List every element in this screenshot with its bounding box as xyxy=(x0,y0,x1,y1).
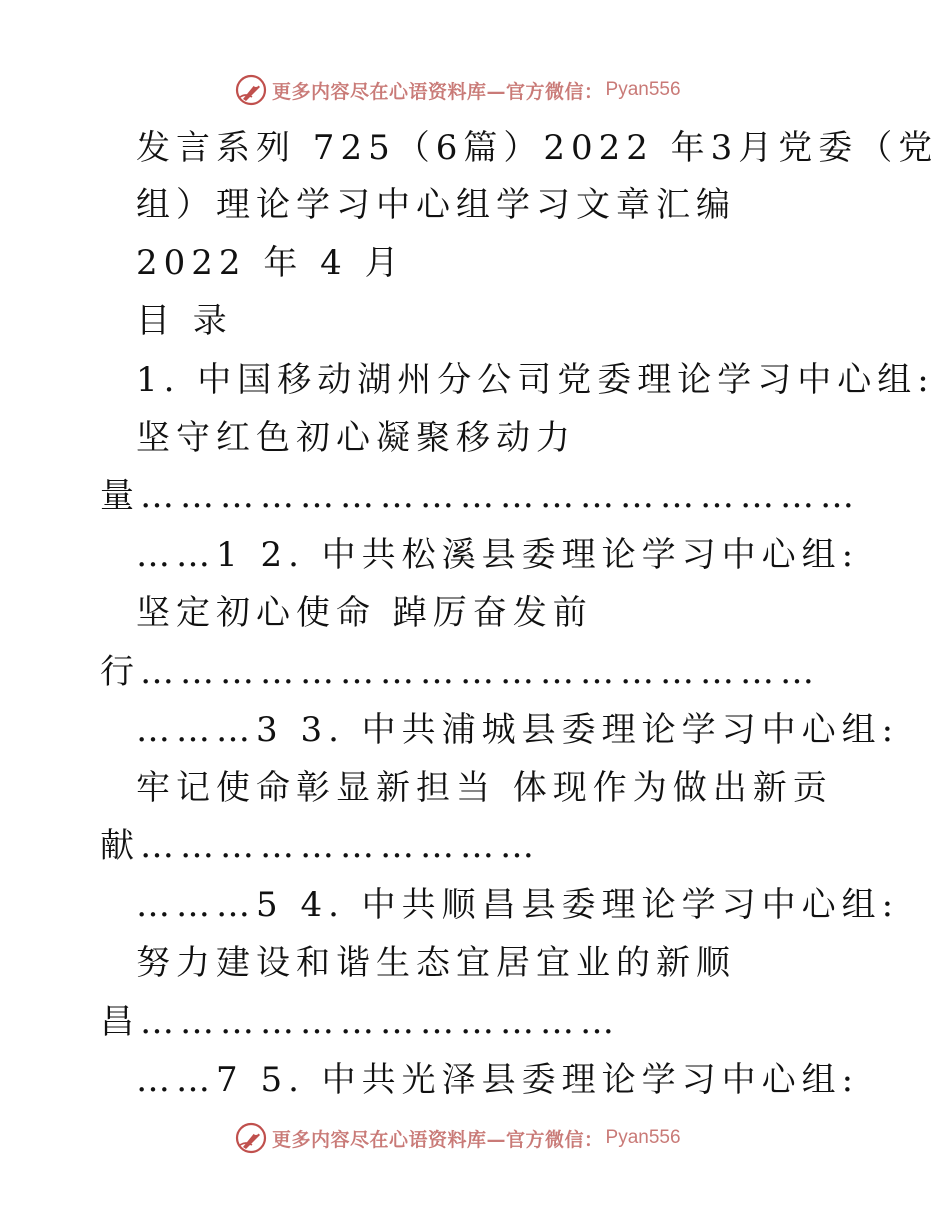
doc-title-line-2: 组）理论学习中心组学习文章汇编 xyxy=(136,185,736,225)
pen-nib-logo-icon xyxy=(234,1121,268,1155)
footer-banner xyxy=(234,1120,681,1156)
doc-title-line-1: 发言系列 725（6篇）2022 年3月党委（党 xyxy=(136,128,939,168)
toc-line: 牢记使命彰显新担当 体现作为做出新贡 xyxy=(136,768,833,808)
toc-line: 行…………………………………………… xyxy=(100,652,820,692)
toc-heading: 目 录 xyxy=(136,301,233,341)
toc-line: 努力建设和谐生态宜居宜业的新顺 xyxy=(136,943,736,983)
banner-wechat-id: Pyan556 xyxy=(605,1127,681,1148)
banner-wechat-id: Pyan556 xyxy=(605,79,681,100)
toc-line: ……1 2. 中共松溪县委理论学习中心组: xyxy=(136,535,860,575)
banner-text: 更多内容尽在心语资料库—官方微信： xyxy=(272,80,604,103)
toc-line: ……7 5. 中共光泽县委理论学习中心组: xyxy=(136,1060,860,1100)
toc-line: 坚守红色初心凝聚移动力 xyxy=(136,418,576,458)
toc-line: 坚定初心使命 踔厉奋发前 xyxy=(136,593,593,633)
toc-line: 献………………………… xyxy=(100,826,540,866)
doc-date: 2022 年 4 月 xyxy=(136,243,405,283)
toc-line: ………3 3. 中共浦城县委理论学习中心组: xyxy=(136,710,900,750)
header-banner xyxy=(234,72,681,108)
toc-line: 量……………………………………………… xyxy=(100,476,860,516)
banner-text: 更多内容尽在心语资料库—官方微信： xyxy=(272,1128,604,1151)
toc-line: ………5 4. 中共顺昌县委理论学习中心组: xyxy=(136,885,900,925)
toc-line: 昌……………………………… xyxy=(100,1002,620,1042)
pen-nib-logo-icon xyxy=(234,73,268,107)
toc-line: 1. 中国移动湖州分公司党委理论学习中心组: xyxy=(136,360,935,400)
